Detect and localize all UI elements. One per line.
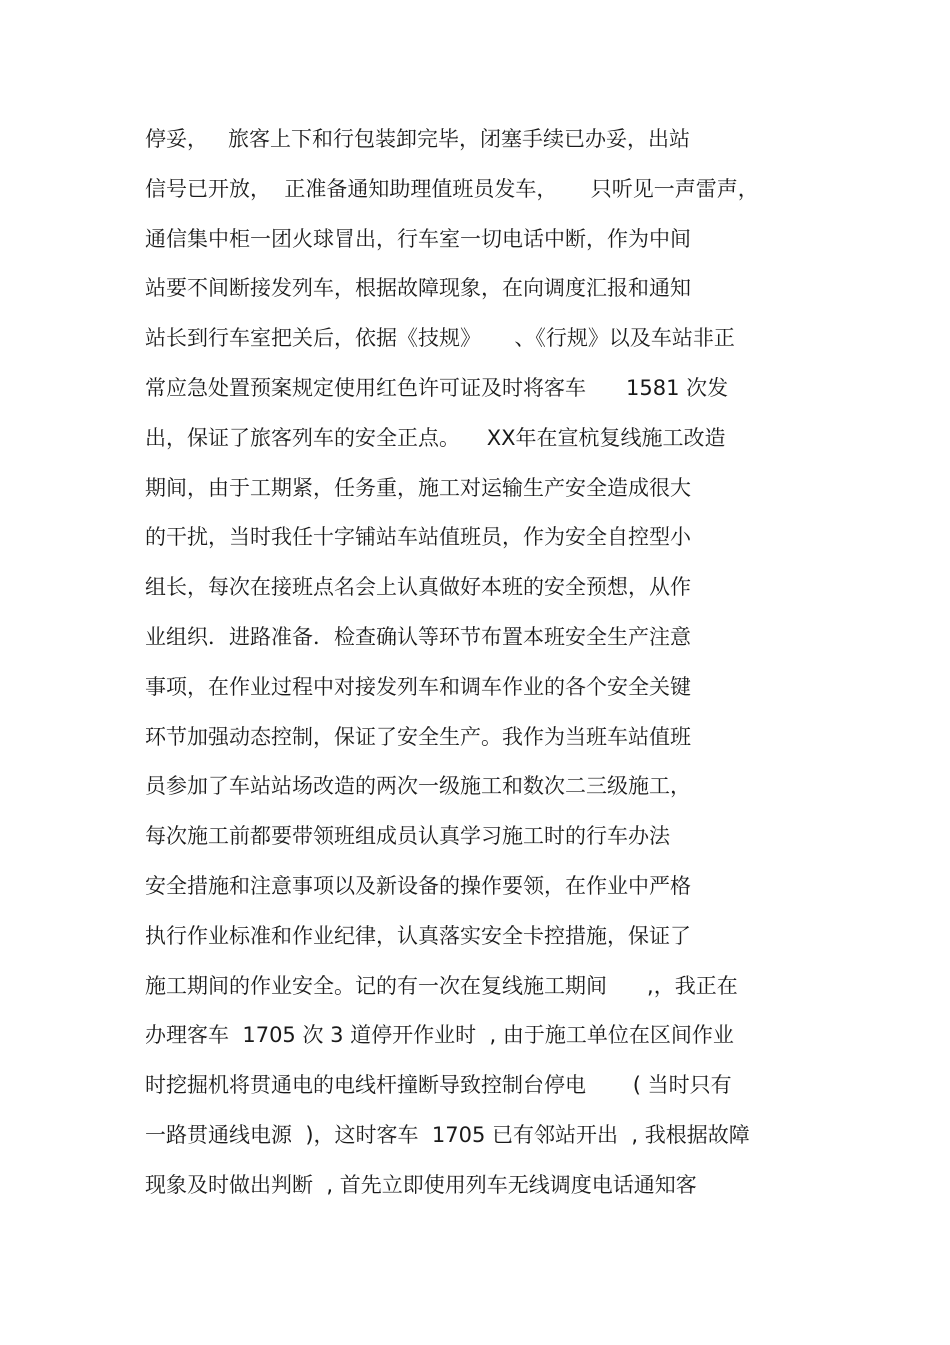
text-line-11: 业组织．进路准备．检查确认等环节布置本班安全生产注意 bbox=[145, 624, 691, 649]
text-line-7: 出，保证了旅客列车的安全正点。 XX年在宣杭复线施工改造 bbox=[145, 425, 726, 450]
text-line-4: 站要不间断接发列车，根据故障现象，在向调度汇报和通知 bbox=[145, 276, 691, 301]
text-line-19: 办理客车 1705 次 3 道停开作业时 , 由于施工单位在区间作业 bbox=[145, 1023, 734, 1048]
text-line-22: 现象及时做出判断 , 首先立即使用列车无线调度电话通知客 bbox=[145, 1172, 697, 1197]
text-line-14: 员参加了车站站场改造的两次一级施工和数次二三级施工， bbox=[145, 774, 691, 799]
text-line-12: 事项，在作业过程中对接发列车和调车作业的各个安全关键 bbox=[145, 674, 691, 699]
text-line-2: 信号已开放， 正准备通知助理值班员发车， 只听见一声雷声， bbox=[145, 176, 759, 201]
text-line-10: 组长，每次在接班点名会上认真做好本班的安全预想，从作 bbox=[145, 575, 691, 600]
body-text bbox=[145, 115, 825, 1211]
text-line-21: 一路贯通线电源 )，这时客车 1705 已有邻站开出 , 我根据故障 bbox=[145, 1122, 750, 1147]
text-line-13: 环节加强动态控制，保证了安全生产。我作为当班车站值班 bbox=[145, 724, 691, 749]
text-line-20: 时挖掘机将贯通电的电线杆撞断导致控制台停电 ( 当时只有 bbox=[145, 1073, 732, 1098]
text-line-5: 站长到行车室把关后，依据《技规》 、《行规》以及车站非正 bbox=[145, 326, 735, 351]
text-line-1: 停妥， 旅客上下和行包装卸完毕，闭塞手续已办妥，出站 bbox=[145, 127, 691, 151]
text-line-17: 执行作业标准和作业纪律，认真落实安全卡控措施，保证了 bbox=[145, 923, 691, 948]
text-line-8: 期间，由于工期紧，任务重，施工对运输生产安全造成很大 bbox=[145, 475, 691, 500]
text-line-15: 每次施工前都要带领班组成员认真学习施工时的行车办法 bbox=[145, 824, 670, 849]
text-line-6: 常应急处置预案规定使用红色许可证及时将客车 1581 次发 bbox=[145, 375, 729, 400]
text-line-9: 的干扰，当时我任十字铺站车站值班员，作为安全自控型小 bbox=[145, 525, 691, 550]
text-line-3: 通信集中柜一团火球冒出，行车室一切电话中断，作为中间 bbox=[145, 226, 691, 251]
text-line-16: 安全措施和注意事项以及新设备的操作要领，在作业中严格 bbox=[145, 873, 691, 898]
text-line-18: 施工期间的作业安全。记的有一次在复线施工期间 ,，我正在 bbox=[145, 973, 738, 998]
